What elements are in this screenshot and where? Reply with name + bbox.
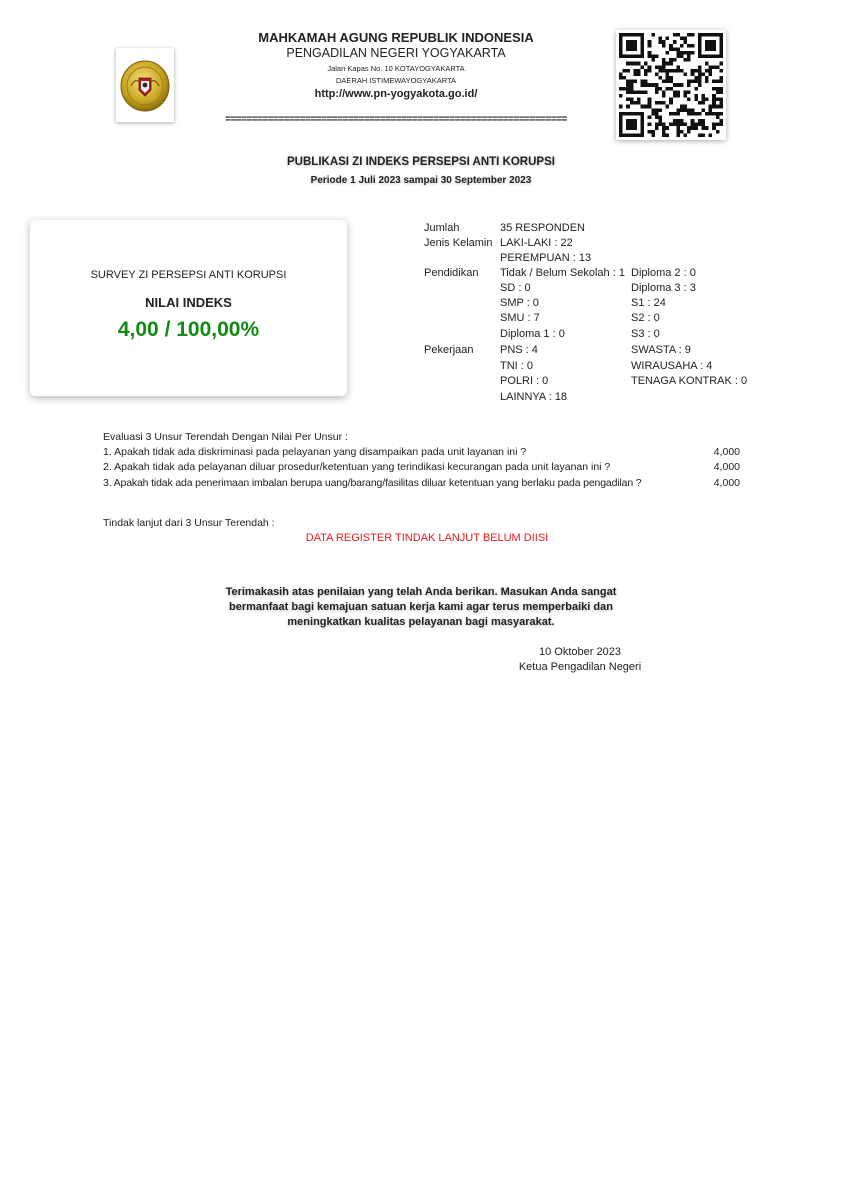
index-value: 4,00 / 100,00% [117, 318, 260, 341]
job-item: WIRAUSAHA : 4 [631, 360, 713, 372]
followup-heading: Tindak lanjut dari 3 Unsur Terendah : [103, 517, 275, 529]
signature-title: Ketua Pengadilan Negeri [518, 661, 642, 673]
index-card-title: SURVEY ZI PERSEPSI ANTI KORUPSI [90, 269, 287, 281]
qr-code [616, 30, 726, 140]
stat-label-education: Pendidikan [424, 267, 479, 279]
stat-label-jumlah: Jumlah [424, 222, 460, 234]
header-separator: ================================================================ [225, 114, 567, 125]
education-item: S1 : 24 [631, 297, 666, 309]
evaluation-heading: Evaluasi 3 Unsur Terendah Dengan Nilai Per Unsur : [103, 431, 348, 443]
job-item: TNI : 0 [500, 360, 534, 372]
address-line-1: Jalan Kapas No. 10 KOTAYOGYAKARTA [327, 64, 465, 73]
publication-title: PUBLIKASI ZI INDEKS PERSEPSI ANTI KORUPSI [287, 156, 555, 168]
education-item: Diploma 1 : 0 [500, 328, 565, 340]
education-item: Diploma 2 : 0 [631, 267, 696, 279]
evaluation-item-text: 1. Apakah tidak ada diskriminasi pada pelayanan yang disampaikan pada unit layanan ini ? [103, 446, 527, 458]
evaluation-item-value: 4,000 [713, 446, 740, 458]
education-item: S3 : 0 [631, 328, 660, 340]
education-item: Tidak / Belum Sekolah : 1 [500, 267, 625, 279]
stat-label-gender: Jenis Kelamin [424, 237, 493, 249]
court-name: PENGADILAN NEGERI YOGYAKARTA [286, 46, 506, 60]
followup-status: DATA REGISTER TINDAK LANJUT BELUM DIISI [305, 532, 549, 544]
evaluation-item-value: 4,000 [713, 461, 740, 473]
job-item: TENAGA KONTRAK : 0 [631, 375, 748, 387]
signature-date: 10 Oktober 2023 [539, 646, 621, 658]
emblem-icon [119, 56, 171, 114]
publication-period: Periode 1 Juli 2023 sampai 30 September 2023 [310, 175, 532, 186]
stat-value-female: PEREMPUAN : 13 [500, 252, 592, 264]
education-item: SMP : 0 [500, 297, 539, 309]
evaluation-item-text: 2. Apakah tidak ada pelayanan diluar prosedur/ketentuan yang terindikasi kecurangan pada unit layanan ini ? [103, 461, 611, 473]
address-line-2: DAERAH ISTIMEWAYOGYAKARTA [335, 76, 457, 85]
education-item: SMU : 7 [500, 312, 540, 324]
thanks-line: bermanfaat bagi kemajuan satuan kerja kami agar terus memperbaiki dan [229, 601, 613, 613]
education-item: Diploma 3 : 3 [631, 282, 696, 294]
index-card [30, 220, 347, 396]
stat-value-jumlah: 35 RESPONDEN [500, 222, 585, 234]
education-item: SD : 0 [500, 282, 531, 294]
education-item: S2 : 0 [631, 312, 660, 324]
institution-name: MAHKAMAH AGUNG REPUBLIK INDONESIA [258, 30, 534, 45]
thanks-line: Terimakasih atas penilaian yang telah Anda berikan. Masukan Anda sangat [225, 586, 617, 598]
thanks-line: meningkatkan kualitas pelayanan bagi masyarakat. [287, 616, 555, 628]
qr-code-icon [619, 33, 723, 137]
index-label: NILAI INDEKS [145, 295, 232, 310]
thanks-message [196, 585, 646, 630]
stat-value-male: LAKI-LAKI : 22 [500, 237, 573, 249]
court-logo [116, 48, 174, 122]
website-link[interactable]: http://www.pn-yogyakota.go.id/ [314, 88, 478, 100]
evaluation-item-value: 4,000 [713, 477, 740, 489]
evaluation-item-text: 3. Apakah tidak ada penerimaan imbalan berupa uang/barang/fasilitas diluar ketentuan yang berlaku pada pengadilan ? [103, 477, 642, 489]
stat-label-job: Pekerjaan [424, 344, 474, 356]
job-item: SWASTA : 9 [631, 344, 691, 356]
job-item: LAINNYA : 18 [500, 391, 568, 403]
job-item: POLRI : 0 [500, 375, 549, 387]
job-item: PNS : 4 [500, 344, 538, 356]
